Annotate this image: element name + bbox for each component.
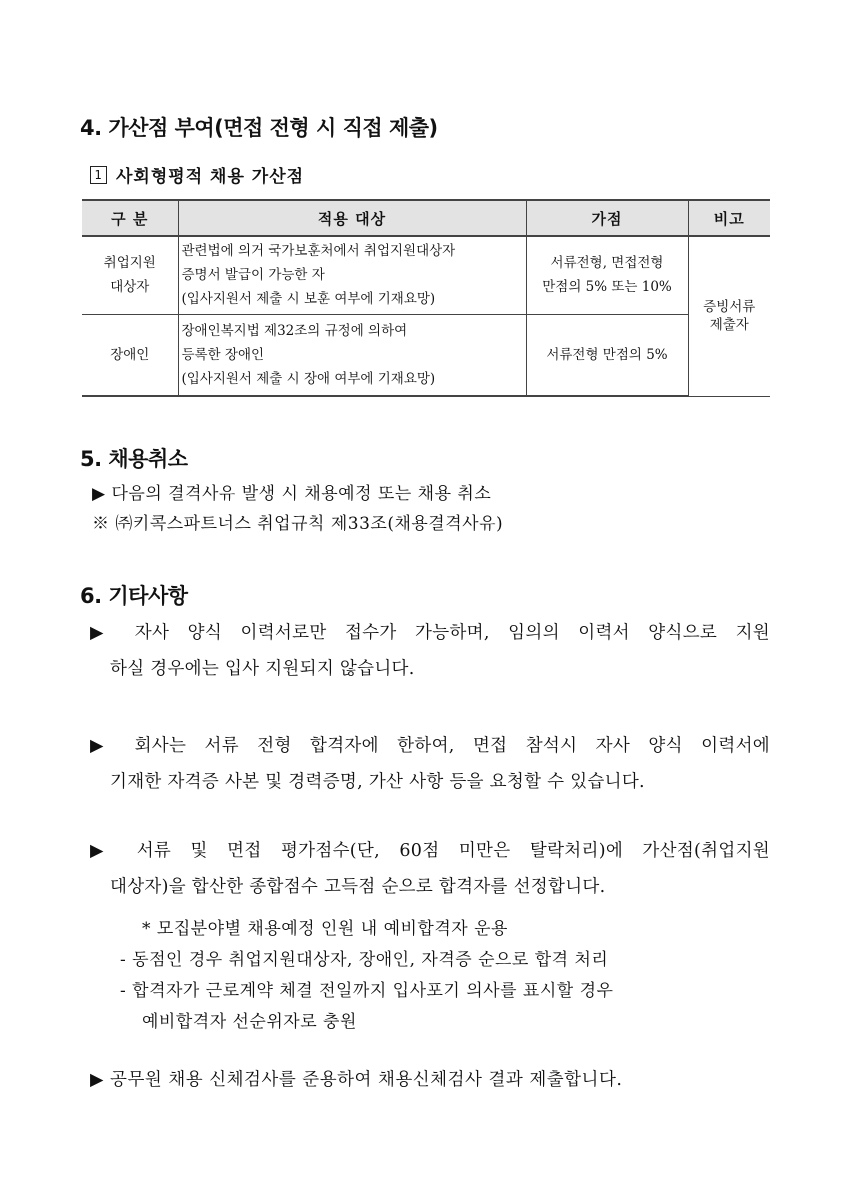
bonus-points-table bbox=[82, 199, 770, 397]
boxed-number: 1 bbox=[90, 166, 107, 184]
category-cell: 장애인 bbox=[82, 314, 178, 396]
list-item-continuation: 하실 경우에는 입사 지원되지 않습니다. bbox=[110, 659, 415, 679]
dash-item: - 동점인 경우 취업지원대상자, 장애인, 자격증 순으로 합격 처리 bbox=[120, 950, 609, 970]
list-item: ▶ 회사는 서류 전형 합격자에 한하여, 면접 참석시 자사 양식 이력서에 bbox=[90, 736, 770, 756]
section-6-heading: 6. 기타사항 bbox=[80, 584, 188, 608]
triangle-bullet-icon: ▶ bbox=[90, 623, 117, 643]
note-cell: 증빙서류 제출자 bbox=[688, 236, 770, 396]
triangle-bullet-icon: ▶ bbox=[90, 736, 117, 756]
points-cell: 서류전형, 면접전형 만점의 5% 또는 10% bbox=[526, 236, 688, 314]
reserve-note: * 모집분야별 채용예정 인원 내 예비합격자 운용 bbox=[142, 919, 508, 939]
subsection-heading bbox=[90, 162, 304, 187]
reference-mark-icon: ※ bbox=[92, 514, 110, 534]
subsection-title: 사회형평적 채용 가산점 bbox=[116, 167, 305, 187]
table-header-row bbox=[82, 200, 770, 236]
list-item: ※ ㈜키콕스파트너스 취업규칙 제33조(채용결격사유) bbox=[92, 514, 504, 534]
header-target: 적용 대상 bbox=[178, 200, 526, 236]
category-cell: 취업지원 대상자 bbox=[82, 236, 178, 314]
list-item: ▶ 서류 및 면접 평가점수(단, 60점 미만은 탈락처리)에 가산점(취업지원 bbox=[90, 841, 770, 861]
triangle-bullet-icon: ▶ bbox=[92, 484, 106, 504]
header-category: 구 분 bbox=[82, 200, 178, 236]
target-cell: 관련법에 의거 국가보훈처에서 취업지원대상자 증명서 발급이 가능한 자 (입사지원서 제출 시 보훈 여부에 기재요망) bbox=[178, 236, 526, 314]
list-item: ▶ 다음의 결격사유 발생 시 채용예정 또는 채용 취소 bbox=[92, 484, 492, 504]
list-item-continuation: 대상자)을 합산한 종합점수 고득점 순으로 합격자를 선정합니다. bbox=[110, 877, 606, 897]
dash-item: - 합격자가 근로계약 체결 전일까지 입사포기 의사를 표시할 경우 bbox=[120, 981, 614, 1001]
table-row bbox=[82, 314, 770, 396]
section-4-heading: 4. 가산점 부여(면접 전형 시 직접 제출) bbox=[80, 116, 438, 140]
target-cell: 장애인복지법 제32조의 규정에 의하여 등록한 장애인 (입사지원서 제출 시 장애 여부에 기재요망) bbox=[178, 314, 526, 396]
triangle-bullet-icon: ▶ bbox=[90, 841, 118, 861]
list-item-continuation: 기재한 자격증 사본 및 경력증명, 가산 사항 등을 요청할 수 있습니다. bbox=[110, 772, 645, 792]
points-cell: 서류전형 만점의 5% bbox=[526, 314, 688, 396]
list-item: ▶ 자사 양식 이력서로만 접수가 가능하며, 임의의 이력서 양식으로 지원 bbox=[90, 623, 770, 643]
header-points: 가점 bbox=[526, 200, 688, 236]
triangle-bullet-icon: ▶ bbox=[90, 1070, 104, 1090]
section-5-heading: 5. 채용취소 bbox=[80, 447, 188, 471]
header-note: 비고 bbox=[688, 200, 770, 236]
table-row bbox=[82, 236, 770, 314]
dash-item-continuation: 예비합격자 선순위자로 충원 bbox=[142, 1012, 357, 1032]
list-item: ▶ 공무원 채용 신체검사를 준용하여 채용신체검사 결과 제출합니다. bbox=[90, 1070, 623, 1090]
